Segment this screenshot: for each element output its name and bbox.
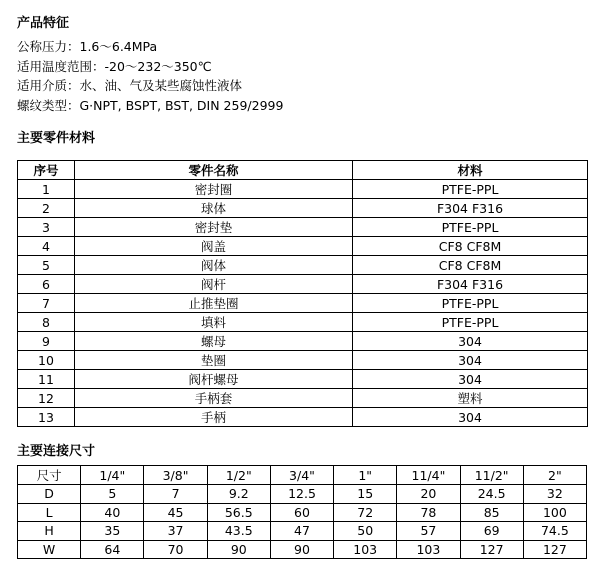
spec-thread: 螺纹类型：G·NPT, BSPT, BST, DIN 259/2999 bbox=[17, 97, 284, 113]
header-cell: 材料 bbox=[353, 161, 588, 180]
table-cell: 11 bbox=[18, 370, 75, 389]
table-cell: 45 bbox=[144, 503, 207, 522]
table-cell: L bbox=[18, 503, 81, 522]
table-cell: 100 bbox=[523, 503, 586, 522]
table-cell: 70 bbox=[144, 540, 207, 559]
table-cell: 78 bbox=[397, 503, 460, 522]
table-row bbox=[18, 540, 587, 559]
table-cell: 6 bbox=[18, 275, 75, 294]
table-cell: 127 bbox=[460, 540, 523, 559]
table-cell: 阀盖 bbox=[75, 237, 353, 256]
table-row bbox=[18, 408, 588, 427]
table-cell: 37 bbox=[144, 522, 207, 541]
table-cell: 8 bbox=[18, 313, 75, 332]
table-header-row bbox=[18, 466, 587, 485]
header-cell: 1/2" bbox=[207, 466, 270, 485]
table-row bbox=[18, 522, 587, 541]
table-cell: 47 bbox=[270, 522, 333, 541]
table-row bbox=[18, 199, 588, 218]
table-cell: 20 bbox=[397, 485, 460, 504]
table-cell: 垫圈 bbox=[75, 351, 353, 370]
table-cell: CF8 CF8M bbox=[353, 237, 588, 256]
spec-temperature: 适用温度范围：-20～232～350℃ bbox=[17, 58, 212, 74]
table-cell: H bbox=[18, 522, 81, 541]
table-cell: 304 bbox=[353, 351, 588, 370]
header-cell: 1/4" bbox=[81, 466, 144, 485]
table-row bbox=[18, 313, 588, 332]
table-cell: 填料 bbox=[75, 313, 353, 332]
header-cell: 3/8" bbox=[144, 466, 207, 485]
table-row bbox=[18, 485, 587, 504]
header-cell: 2" bbox=[523, 466, 586, 485]
table-cell: 56.5 bbox=[207, 503, 270, 522]
table-row bbox=[18, 351, 588, 370]
table-cell: 90 bbox=[270, 540, 333, 559]
table-cell: 85 bbox=[460, 503, 523, 522]
table-cell: 57 bbox=[397, 522, 460, 541]
header-cell: 序号 bbox=[18, 161, 75, 180]
table-header-row bbox=[18, 161, 588, 180]
table-cell: 69 bbox=[460, 522, 523, 541]
table-cell: 螺母 bbox=[75, 332, 353, 351]
table-row bbox=[18, 256, 588, 275]
table-cell: D bbox=[18, 485, 81, 504]
table-cell: 密封垫 bbox=[75, 218, 353, 237]
parts-title: 主要零件材料 bbox=[17, 131, 96, 146]
table-cell: 40 bbox=[81, 503, 144, 522]
table-cell: 90 bbox=[207, 540, 270, 559]
table-cell: 304 bbox=[353, 332, 588, 351]
table-cell: 5 bbox=[81, 485, 144, 504]
table-cell: 15 bbox=[334, 485, 397, 504]
table-cell: 35 bbox=[81, 522, 144, 541]
table-cell: PTFE-PPL bbox=[353, 313, 588, 332]
header-cell: 3/4" bbox=[270, 466, 333, 485]
table-cell: 5 bbox=[18, 256, 75, 275]
header-cell: 尺寸 bbox=[18, 466, 81, 485]
table-cell: 9 bbox=[18, 332, 75, 351]
header-cell: 11/2" bbox=[460, 466, 523, 485]
table-cell: 32 bbox=[523, 485, 586, 504]
table-cell: 103 bbox=[334, 540, 397, 559]
header-cell: 1" bbox=[334, 466, 397, 485]
table-cell: 103 bbox=[397, 540, 460, 559]
table-row bbox=[18, 389, 588, 408]
table-cell: 塑料 bbox=[353, 389, 588, 408]
table-cell: 127 bbox=[523, 540, 586, 559]
table-cell: PTFE-PPL bbox=[353, 294, 588, 313]
table-cell: 12.5 bbox=[270, 485, 333, 504]
table-row bbox=[18, 294, 588, 313]
table-cell: 74.5 bbox=[523, 522, 586, 541]
spec-medium: 适用介质：水、油、气及某些腐蚀性液体 bbox=[17, 78, 243, 93]
table-cell: 24.5 bbox=[460, 485, 523, 504]
table-cell: CF8 CF8M bbox=[353, 256, 588, 275]
table-cell: 13 bbox=[18, 408, 75, 427]
table-cell: PTFE-PPL bbox=[353, 218, 588, 237]
features-title: 产品特征 bbox=[17, 16, 70, 31]
table-row bbox=[18, 237, 588, 256]
table-cell: 304 bbox=[353, 370, 588, 389]
table-row bbox=[18, 218, 588, 237]
dimensions-title: 主要连接尺寸 bbox=[17, 444, 96, 459]
table-cell: 64 bbox=[81, 540, 144, 559]
table-cell: 10 bbox=[18, 351, 75, 370]
table-cell: 1 bbox=[18, 180, 75, 199]
table-row bbox=[18, 332, 588, 351]
header-cell: 11/4" bbox=[397, 466, 460, 485]
table-row bbox=[18, 275, 588, 294]
table-cell: 12 bbox=[18, 389, 75, 408]
table-cell: 7 bbox=[144, 485, 207, 504]
table-cell: 阀杆 bbox=[75, 275, 353, 294]
table-cell: 72 bbox=[334, 503, 397, 522]
table-cell: 304 bbox=[353, 408, 588, 427]
table-cell: 50 bbox=[334, 522, 397, 541]
table-row bbox=[18, 503, 587, 522]
table-cell: 4 bbox=[18, 237, 75, 256]
table-cell: 60 bbox=[270, 503, 333, 522]
table-row bbox=[18, 180, 588, 199]
header-cell: 零件名称 bbox=[75, 161, 353, 180]
table-cell: 阀体 bbox=[75, 256, 353, 275]
table-cell: PTFE-PPL bbox=[353, 180, 588, 199]
table-cell: 手柄 bbox=[75, 408, 353, 427]
table-cell: 9.2 bbox=[207, 485, 270, 504]
table-cell: F304 F316 bbox=[353, 199, 588, 218]
table-cell: W bbox=[18, 540, 81, 559]
dimensions-table bbox=[17, 465, 587, 559]
spec-pressure: 公称压力：1.6～6.4MPa bbox=[17, 39, 158, 54]
table-cell: 7 bbox=[18, 294, 75, 313]
table-cell: 3 bbox=[18, 218, 75, 237]
table-row bbox=[18, 370, 588, 389]
table-cell: 阀杆螺母 bbox=[75, 370, 353, 389]
table-cell: F304 F316 bbox=[353, 275, 588, 294]
table-cell: 2 bbox=[18, 199, 75, 218]
table-cell: 止推垫圈 bbox=[75, 294, 353, 313]
table-cell: 球体 bbox=[75, 199, 353, 218]
table-cell: 密封圈 bbox=[75, 180, 353, 199]
table-cell: 手柄套 bbox=[75, 389, 353, 408]
table-cell: 43.5 bbox=[207, 522, 270, 541]
parts-table bbox=[17, 160, 588, 427]
